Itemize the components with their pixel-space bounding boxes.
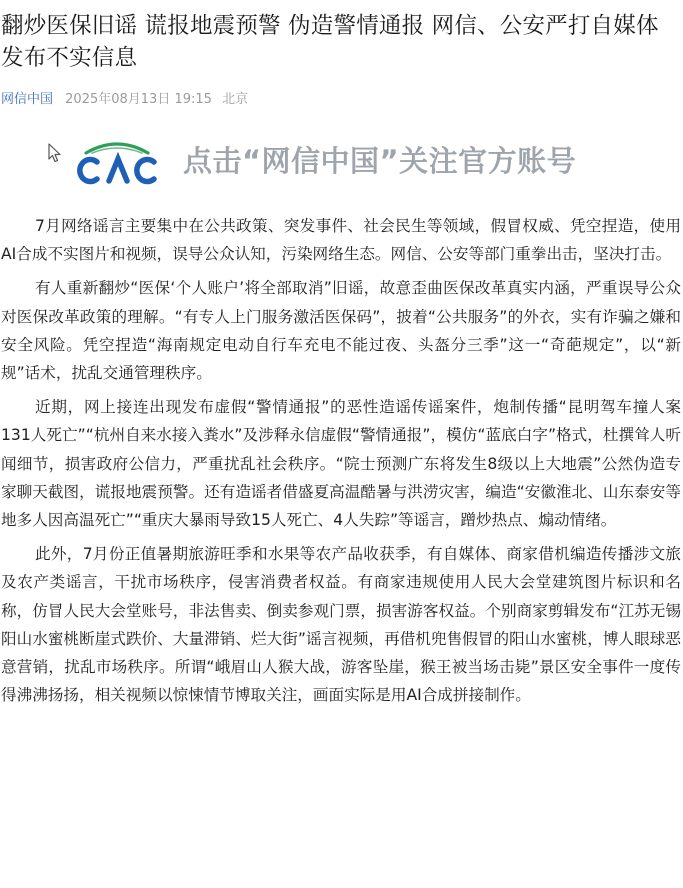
banner-text: 点击“网信中国”关注官方账号 [183,144,577,178]
article-meta [1,91,248,109]
paragraph-4: 此外，7月份正值暑期旅游旺季和水果等农产品收获季，有自媒体、商家借机编造传播涉文旅及农产类谣言，干扰市场秩序，侵害消费者权益。有商家违规使用人民大会堂建筑图片标识和名称，仿冒人民大会堂账号，非法售卖、倒卖参观门票，损害游客权益。个别商家剪辑发布“江苏无锡阳山水蜜桃断崖式跌价、大量滞销、烂大街”谣言视频，再借机兜售假冒的阳山水蜜桃，博人眼球恶意营销，扰乱市场秩序。所谓“峨眉山人猴大战，游客坠崖，猴王被当场击毙”景区安全事件一度传得沸沸扬扬，相关视频以惊悚情节博取关注，画面实际是用AI合成拼接制作。 [1,545,681,705]
cursor-icon [48,143,62,163]
article-body [1,212,681,715]
paragraph-2: 有人重新翻炒“医保‘个人账户’将全部取消”旧谣，故意歪曲医保改革真实内涵，严重误导公众对医保改革政策的理解。“有专人上门服务激活医保码”，披着“公共服务”的外衣，实有诈骗之嫌和安全风险。凭空捏造“海南规定电动自行车充电不能过夜、头盔分三季”这一“奇葩规定”，以“新规”话术，扰乱交通管理秩序。 [1,279,681,383]
cac-logo [72,141,162,187]
publish-date: 2025年08月13日 19:15 [65,92,212,107]
source-link[interactable]: 网信中国 [1,92,54,107]
paragraph-1: 7月网络谣言主要集中在公共政策、突发事件、社会民生等领域，假冒权威、凭空捏造，使用AI合成不实图片和视频，误导公众认知，污染网络生态。网信、公安等部门重拳出击，坚决打击。 [1,217,681,264]
publish-location: 北京 [222,92,249,107]
article-title: 翻炒医保旧谣 谎报地震预警 伪造警情通报 网信、公安严打自媒体发布不实信息 [1,13,659,71]
paragraph-3: 近期，网上接连出现发布虚假“警情通报”的恶性造谣传谣案件，炮制传播“昆明驾车撞人案131人死亡”“杭州自来水接入粪水”及涉释永信虚假“警情通报”，模仿“蓝底白字”格式，杜撰耸人听闻细节，损害政府公信力，严重扰乱社会秩序。“院士预测广东将发生8级以上大地震”公然伪造专家聊天截图，谎报地震预警。还有造谣者借盛夏高温酷暑与洪涝灾害，编造“安徽淮北、山东泰安等地多人因高温死亡”“重庆大暴雨导致15人死亡、4人失踪”等谣言，蹭炒热点、煽动情绪。 [1,398,681,530]
